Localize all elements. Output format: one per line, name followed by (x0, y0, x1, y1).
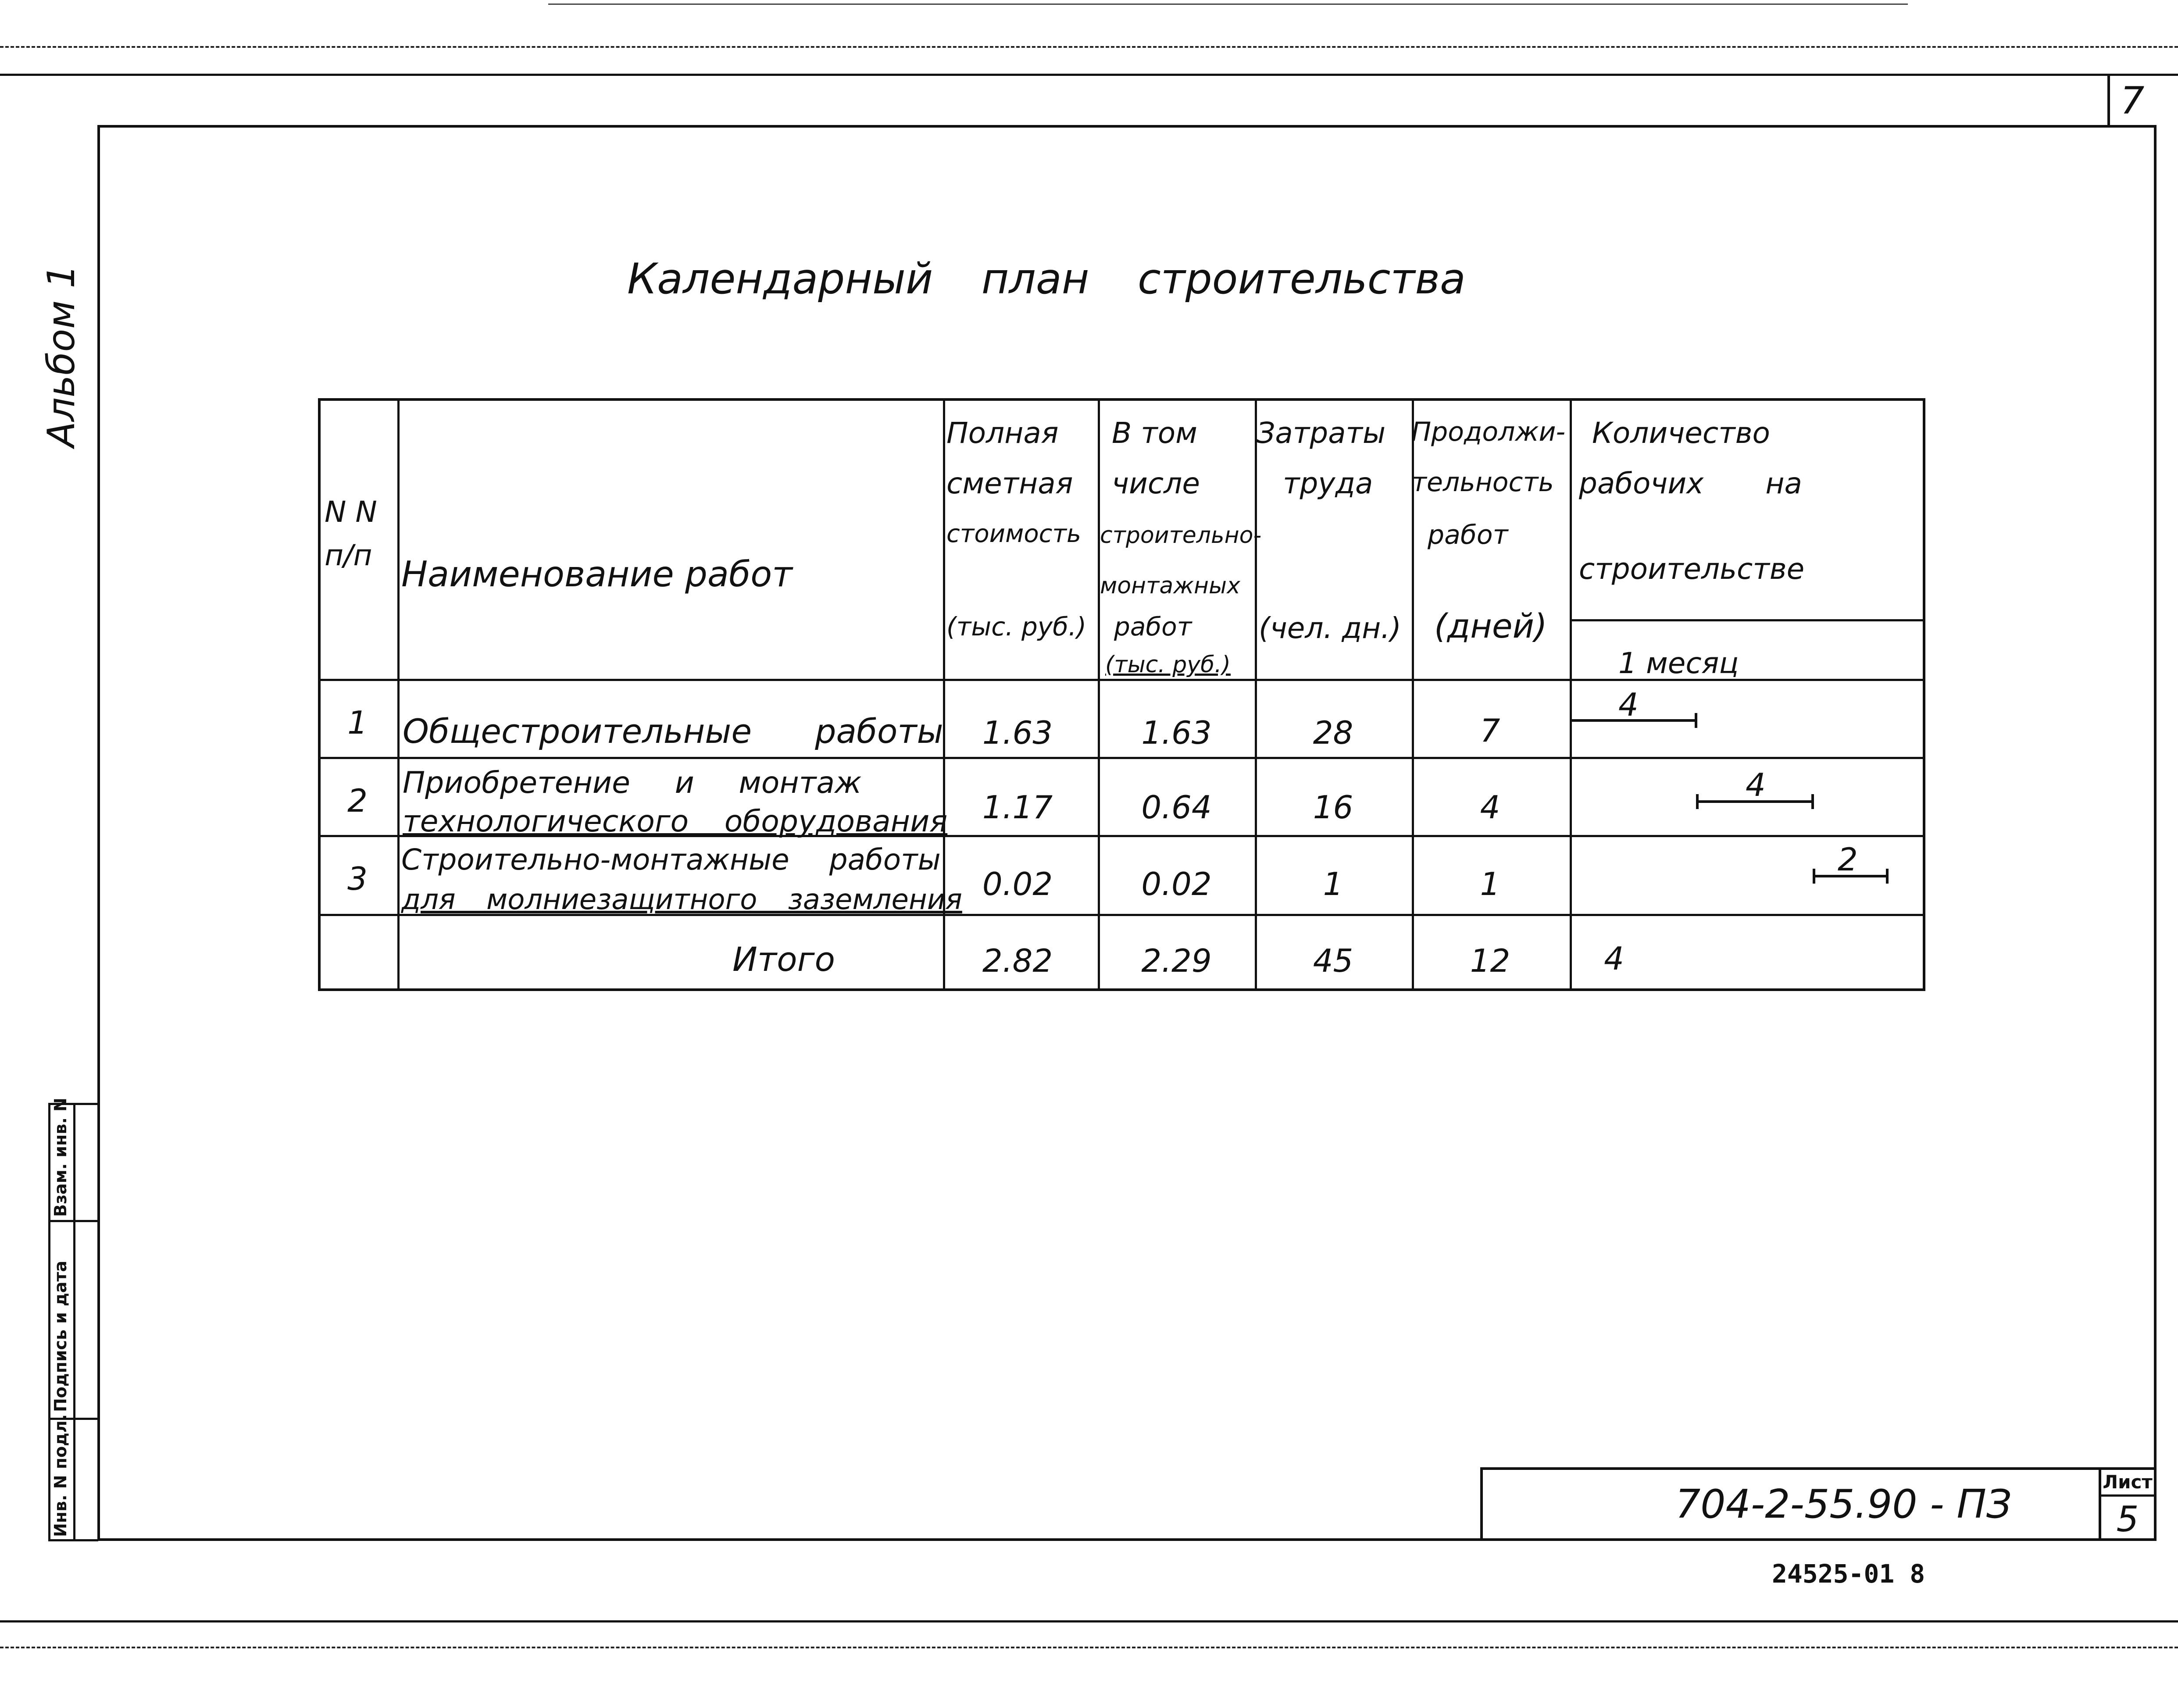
row2-total-cost: 1.17 (982, 789, 1053, 826)
album-label: Альбом 1 (39, 264, 83, 447)
header-total-cost-2: сметная (946, 467, 1073, 500)
header-workers-2: рабочих на (1579, 467, 1802, 500)
row1-cm-cost: 1.63 (1141, 714, 1212, 751)
header-num (325, 490, 377, 577)
header-workers-1: Количество (1592, 416, 1770, 450)
gantt-tick (1886, 869, 1889, 884)
gantt-tick (1696, 794, 1699, 809)
sheet-number: 5 (2116, 1499, 2139, 1540)
header-labor-2: труда (1283, 467, 1373, 500)
page-title: Календарный план строительства (627, 254, 1466, 303)
header-cm-cost-1: В том (1112, 416, 1197, 450)
header-labor-3: (чел. дн.) (1259, 611, 1402, 645)
stamp-divider (75, 1220, 98, 1222)
table-divider (397, 401, 400, 988)
stamp-replaces-inv: Взам. инв. N (51, 1098, 70, 1217)
total-workers: 4 (1604, 940, 1624, 977)
approval-stamp-blank (75, 1103, 98, 1541)
gantt-label-row2: 4 (1746, 767, 1766, 803)
stamp-divider (50, 1220, 73, 1222)
row1-num: 1 (347, 704, 368, 741)
sheet-label: Лист (2101, 1470, 2154, 1497)
row3-name-1: Строительно-монтажные работы (401, 843, 941, 877)
header-name: Наименование работ (401, 554, 793, 595)
table-divider (1255, 401, 1257, 988)
gantt-tick (1695, 713, 1697, 728)
row1-total-cost: 1.63 (982, 714, 1053, 751)
header-workers-3: строительстве (1579, 552, 1805, 586)
header-total-cost-4: (тыс. руб.) (946, 612, 1086, 642)
header-total-cost-1: Полная (946, 416, 1059, 450)
gantt-label-row1: 4 (1618, 686, 1639, 723)
table-divider (1098, 401, 1100, 988)
header-total-cost-3: стоимость (946, 520, 1081, 548)
header-labor-1: Затраты (1257, 416, 1386, 450)
stamp-signature-date: Подпись и дата (51, 1260, 70, 1412)
header-cm-cost-4: монтажных (1100, 573, 1240, 599)
header-month: 1 месяц (1618, 646, 1739, 680)
header-duration-4: (дней) (1434, 606, 1547, 645)
row1-name: Общестроительные работы (403, 712, 943, 751)
table-divider (1570, 401, 1572, 988)
row2-num: 2 (347, 782, 368, 819)
total-label: Итого (732, 940, 835, 979)
header-cm-cost-2: числе (1112, 467, 1200, 500)
corner-page-number: 7 (2120, 79, 2145, 123)
row1-duration: 7 (1480, 712, 1500, 749)
gantt-tick (1811, 794, 1814, 809)
archive-number: 24525-01 8 (1772, 1559, 1925, 1589)
sheet-top-rule (0, 74, 2178, 76)
total-cm-cost: 2.29 (1141, 942, 1212, 979)
row2-name-1: Приобретение и монтаж (403, 766, 862, 800)
row2-cm-cost: 0.64 (1141, 789, 1212, 826)
row3-name-2: для молниезащитного заземления (401, 884, 962, 916)
gantt-label-row3: 2 (1838, 841, 1858, 878)
header-duration-2: тельность (1411, 467, 1554, 498)
scan-edge-line (548, 4, 1908, 5)
total-duration: 12 (1470, 942, 1510, 979)
row3-labor: 1 (1323, 866, 1343, 902)
table-divider (1570, 619, 1923, 621)
header-cm-cost-5: работ (1114, 612, 1192, 642)
row3-total-cost: 0.02 (982, 866, 1053, 902)
header-cm-cost-3: строительно- (1100, 522, 1262, 549)
header-duration-3: работ (1428, 520, 1508, 550)
header-cm-cost-6: (тыс. руб.) (1105, 652, 1231, 678)
table-divider (321, 757, 1923, 759)
row3-duration: 1 (1480, 866, 1500, 902)
document-code: 704-2-55.90 - ПЗ (1675, 1481, 2012, 1527)
row3-num: 3 (347, 860, 368, 897)
header-duration-1: Продолжи- (1411, 417, 1566, 447)
sheet-bottom-rule (0, 1620, 2178, 1622)
row2-duration: 4 (1480, 789, 1500, 826)
total-total-cost: 2.82 (982, 942, 1053, 979)
gantt-tick (1813, 869, 1815, 884)
header-num-text: N N п/п (325, 495, 377, 572)
row2-name-2: технологического оборудования (403, 804, 948, 839)
stamp-divider (75, 1418, 98, 1420)
scan-edge-dashed (0, 46, 2178, 48)
total-labor: 45 (1313, 942, 1353, 979)
row3-cm-cost: 0.02 (1141, 866, 1212, 902)
stamp-inv-original: Инв. N подл. (51, 1414, 70, 1537)
row2-labor: 16 (1313, 789, 1353, 826)
scan-edge-dashed (0, 1647, 2178, 1648)
row1-labor: 28 (1313, 714, 1353, 751)
